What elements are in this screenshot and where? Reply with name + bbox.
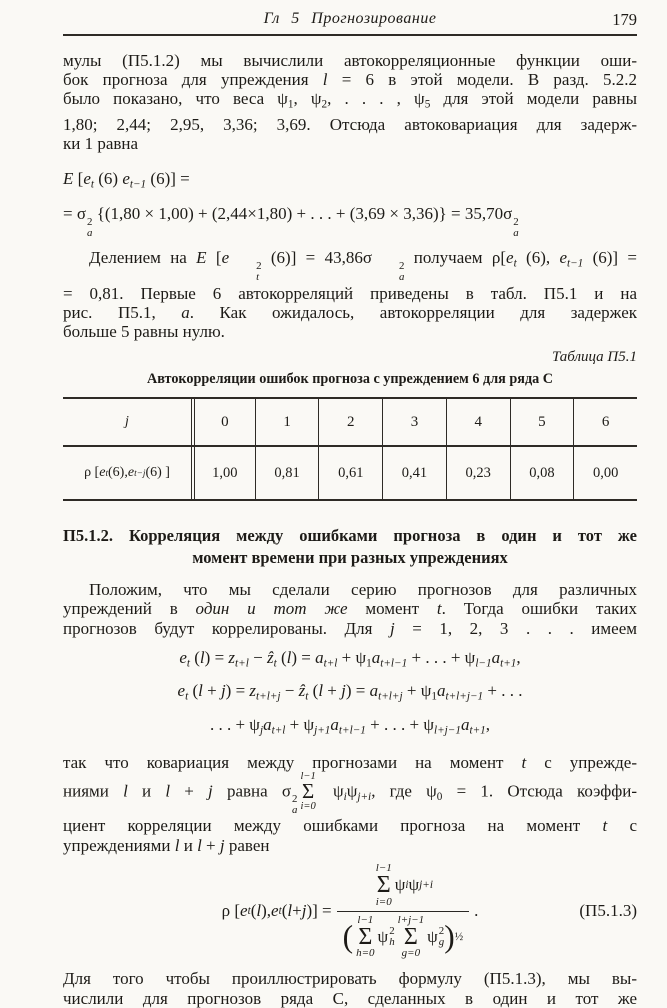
table-data-row [63,447,637,499]
running-title: Гл 5 Прогнозирование [263,10,437,27]
table-cell: 0,81 [255,447,319,499]
equation-line: $e_t$ $(l) = z_{t+l}$ − ẑ$_t$ $(l) = a_{t+l} + \psi_1a_{t+l-1}$ + . . . + $\psi_{l-1}a_{t+1}$, [179,647,521,670]
paragraph-2 [63,248,637,341]
text-line: бок прогноза для упреждения l = 6 в этой модели. В разд. 5.2.2 [63,70,637,90]
table-header-cell: 0 [191,399,255,445]
table-cell: 0,41 [382,447,446,499]
text-line: Делением на E [e 2 t (6)] = 43,86σ 2 a получаем $\rho[e_t$ (6), $e_{t-1}$ (6)] = [89,248,638,284]
table-title: Автокорреляции ошибок прогноза с упреждением 6 для ряда С [146,371,554,388]
table-header-cell: 4 [446,399,510,445]
section-heading [63,525,637,569]
table-header-cell: 6 [573,399,637,445]
equation-number: (П5.1.3) [579,901,637,921]
text-line: числили для прогнозов ряда С, сделанных в один и тот же [63,988,637,1008]
text-line: прогнозов будут коррелированы. Для j = 1, 2, 3 . . . имеем [63,618,637,638]
text-line: 1,80; 2,44; 2,95, 3,36; 3,69. Отсюда автоковариация для задерж- [63,115,637,135]
text-line: было показано, что веса $\psi_1$, $\psi_2$, . . . , $\psi_5$ для этой модели равны [63,89,637,111]
text-line: больше 5 равны нулю. [63,322,225,342]
paragraph-3 [63,580,637,638]
table-cell: 0,23 [446,447,510,499]
table-header-cell: 2 [318,399,382,445]
text-line: циент корреляции между ошибками прогноза на момент t с [63,816,637,836]
table-header-label: j [125,414,129,430]
table-p51 [63,397,637,501]
table-header-cell: 1 [255,399,319,445]
table-header-cell: 3 [382,399,446,445]
paragraph-4 [63,753,637,855]
equation-line: . . . + $\psi_ja_{t+l} + \psi_{j+1}a_{t+l-1}$ + . . . + $\psi_{l+j-1}a_{t+1}$, [209,715,491,737]
text-line: ки 1 равна [63,134,139,154]
text-line: Для того чтобы проиллюстрировать формулу (П5.1.3), мы вы- [63,969,637,989]
equation-line: $e_t$ $(l + j) = z_{t+l+j}$ − ẑ$_t$ $(l + j) = a_{t+l+j} + \psi_1a_{t+l+j-1}$ + . . . [177,681,523,704]
text-line: упреждениями l и l + j равен [63,835,270,855]
equation-line: E [$e_t$ (6) $e_{t-1}$ (6)] = [63,168,190,191]
text-line: упреждений в один и тот же момент t. Тогда ошибки таких [63,599,638,619]
text-line: ниями l и l + j равна σ 2 a l−1 Σ i=0 $\psi_i\psi_{j+i}$, где $\psi_0 = 1$. Отсюда коэффи- [63,770,638,817]
text-line: так что ковариация между прогнозами на момент t с упрежде- [63,752,637,772]
equation-forecast-errors [63,644,637,745]
table-cell: 0,00 [573,447,637,499]
table-caption: Таблица П5.1 [551,349,637,366]
paragraph-1 [63,51,637,154]
heading-line: П5.1.2. Корреляция между ошибками прогноза в один и тот же [63,526,637,546]
table-cell: 0,08 [510,447,574,499]
table-header-row [63,399,637,447]
table-header-cell: 5 [510,399,574,445]
text-line: мулы (П5.1.2) мы вычислили автокорреляционные функции оши- [63,51,637,70]
text-line: Положим, что мы сделали серию прогнозов для различных [89,580,637,600]
running-head [63,10,637,36]
page-number: 179 [612,10,637,29]
equation-line: = σ 2 a {(1,80 × 1,00) + (2,44×1,80) + . . . + (3,69 × 3,36)} = 35,70σ 2 a [63,204,519,240]
text-line: = 0,81. Первые 6 автокорреляций приведены в табл. П5.1 и на [63,283,637,303]
table-section [63,348,637,501]
paragraph-5 [63,969,637,1007]
table-cell: 1,00 [191,447,255,499]
heading-line: момент времени при разных упреждениях [192,548,508,568]
equation-body: ρ [ e t ( l ), e t ( l + j )] = l−1 Σ i=0 ψ i ψ j+i ( l−1 Σ h=0 ψ 2 h l+j−1 Σ g=0 ψ 2 g ) ½ . [221,861,479,960]
text-line: рис. П5.1, а. Как ожидалось, автокорреляции для задержек [63,302,638,322]
equation-autocovariance [63,164,637,240]
table-cell: 0,61 [318,447,382,499]
equation-p513 [63,863,637,960]
table-row-label: ρ [ e t (6), e t−j (6) ] [84,465,170,481]
